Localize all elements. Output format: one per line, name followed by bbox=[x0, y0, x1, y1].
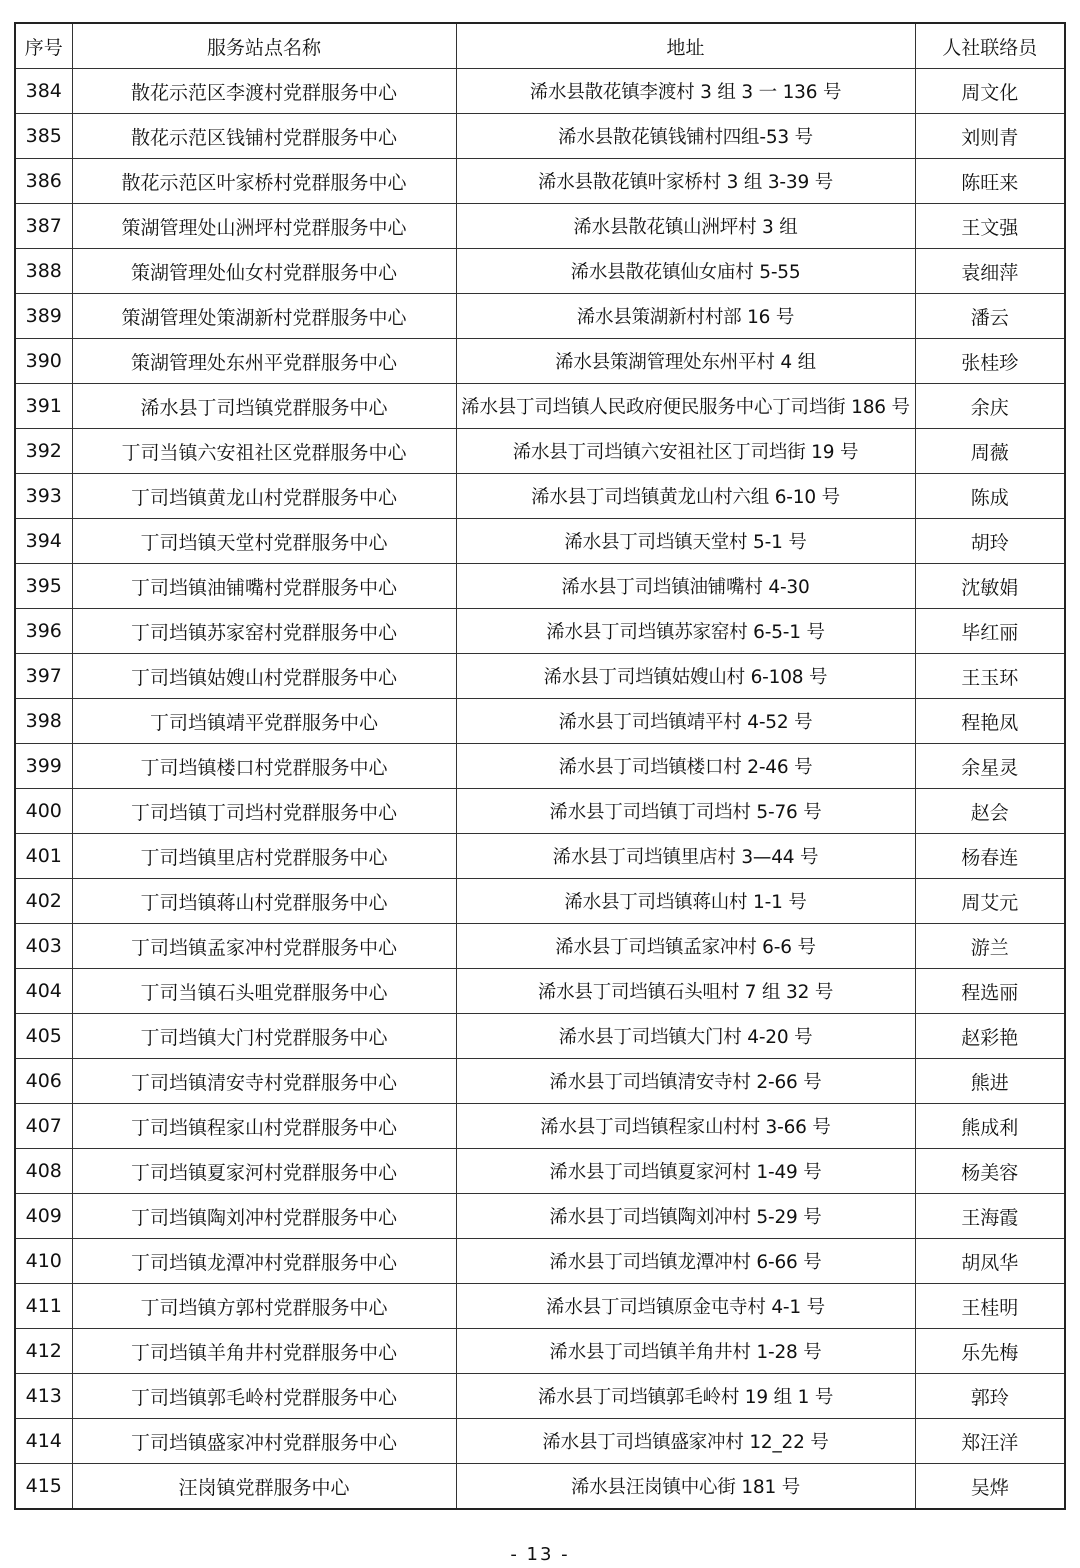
header-index: 序号 bbox=[15, 23, 72, 69]
row-index: 403 bbox=[15, 924, 72, 969]
row-index: 411 bbox=[15, 1284, 72, 1329]
row-index: 410 bbox=[15, 1239, 72, 1284]
row-index: 404 bbox=[15, 969, 72, 1014]
row-index: 392 bbox=[15, 429, 72, 474]
station-name: 丁司垱镇楼口村党群服务中心 bbox=[72, 744, 456, 789]
station-name: 散花示范区李渡村党群服务中心 bbox=[72, 69, 456, 114]
row-index: 386 bbox=[15, 159, 72, 204]
station-name: 丁司垱镇油铺嘴村党群服务中心 bbox=[72, 564, 456, 609]
address: 浠水县丁司垱镇天堂村 5-1 号 bbox=[456, 519, 915, 564]
liaison: 郑汪洋 bbox=[915, 1419, 1065, 1464]
address: 浠水县丁司垱镇陶刘冲村 5-29 号 bbox=[456, 1194, 915, 1239]
row-index: 400 bbox=[15, 789, 72, 834]
address: 浠水县丁司垱镇夏家河村 1-49 号 bbox=[456, 1149, 915, 1194]
table-header-row bbox=[15, 23, 1065, 69]
station-name: 丁司垱镇姑嫂山村党群服务中心 bbox=[72, 654, 456, 699]
row-index: 391 bbox=[15, 384, 72, 429]
station-name: 丁司垱镇羊角井村党群服务中心 bbox=[72, 1329, 456, 1374]
table-row bbox=[15, 969, 1065, 1014]
table-row bbox=[15, 159, 1065, 204]
header-liaison: 人社联络员 bbox=[915, 23, 1065, 69]
address: 浠水县丁司垱镇程家山村村 3-66 号 bbox=[456, 1104, 915, 1149]
liaison: 杨美容 bbox=[915, 1149, 1065, 1194]
row-index: 388 bbox=[15, 249, 72, 294]
liaison: 程艳凤 bbox=[915, 699, 1065, 744]
liaison: 王文强 bbox=[915, 204, 1065, 249]
liaison: 游兰 bbox=[915, 924, 1065, 969]
station-name: 丁司垱镇苏家窑村党群服务中心 bbox=[72, 609, 456, 654]
table-row bbox=[15, 1014, 1065, 1059]
liaison: 余星灵 bbox=[915, 744, 1065, 789]
station-name: 散花示范区钱铺村党群服务中心 bbox=[72, 114, 456, 159]
table-row bbox=[15, 1329, 1065, 1374]
address: 浠水县丁司垱镇人民政府便民服务中心丁司垱街 186 号 bbox=[456, 384, 915, 429]
row-index: 397 bbox=[15, 654, 72, 699]
liaison: 胡凤华 bbox=[915, 1239, 1065, 1284]
table-row bbox=[15, 384, 1065, 429]
station-name: 丁司垱镇清安寺村党群服务中心 bbox=[72, 1059, 456, 1104]
station-name: 汪岗镇党群服务中心 bbox=[72, 1464, 456, 1510]
liaison: 沈敏娟 bbox=[915, 564, 1065, 609]
station-name: 散花示范区叶家桥村党群服务中心 bbox=[72, 159, 456, 204]
address: 浠水县丁司垱镇清安寺村 2-66 号 bbox=[456, 1059, 915, 1104]
address: 浠水县丁司垱镇楼口村 2-46 号 bbox=[456, 744, 915, 789]
station-name: 丁司当镇六安祖社区党群服务中心 bbox=[72, 429, 456, 474]
header-station-name: 服务站点名称 bbox=[72, 23, 456, 69]
liaison: 乐先梅 bbox=[915, 1329, 1065, 1374]
address: 浠水县丁司垱镇龙潭冲村 6-66 号 bbox=[456, 1239, 915, 1284]
row-index: 393 bbox=[15, 474, 72, 519]
row-index: 387 bbox=[15, 204, 72, 249]
table-row bbox=[15, 879, 1065, 924]
station-name: 丁司垱镇孟家冲村党群服务中心 bbox=[72, 924, 456, 969]
station-name: 丁司当镇石头咀党群服务中心 bbox=[72, 969, 456, 1014]
table-row bbox=[15, 1104, 1065, 1149]
station-name: 丁司垱镇丁司垱村党群服务中心 bbox=[72, 789, 456, 834]
row-index: 384 bbox=[15, 69, 72, 114]
row-index: 389 bbox=[15, 294, 72, 339]
table-row bbox=[15, 1194, 1065, 1239]
station-name: 丁司垱镇程家山村党群服务中心 bbox=[72, 1104, 456, 1149]
table-row bbox=[15, 564, 1065, 609]
station-name: 丁司垱镇蒋山村党群服务中心 bbox=[72, 879, 456, 924]
table-row bbox=[15, 1374, 1065, 1419]
station-name: 丁司垱镇大门村党群服务中心 bbox=[72, 1014, 456, 1059]
station-name: 丁司垱镇里店村党群服务中心 bbox=[72, 834, 456, 879]
liaison: 王玉环 bbox=[915, 654, 1065, 699]
header-address: 地址 bbox=[456, 23, 915, 69]
address: 浠水县丁司垱镇里店村 3—44 号 bbox=[456, 834, 915, 879]
table-row bbox=[15, 1284, 1065, 1329]
row-index: 395 bbox=[15, 564, 72, 609]
address: 浠水县丁司垱镇孟家冲村 6-6 号 bbox=[456, 924, 915, 969]
table-row bbox=[15, 114, 1065, 159]
liaison: 陈成 bbox=[915, 474, 1065, 519]
row-index: 399 bbox=[15, 744, 72, 789]
row-index: 406 bbox=[15, 1059, 72, 1104]
table-row bbox=[15, 924, 1065, 969]
address: 浠水县丁司垱镇姑嫂山村 6-108 号 bbox=[456, 654, 915, 699]
liaison: 王海霞 bbox=[915, 1194, 1065, 1239]
table-row bbox=[15, 429, 1065, 474]
table-row bbox=[15, 519, 1065, 564]
liaison: 熊进 bbox=[915, 1059, 1065, 1104]
address: 浠水县丁司垱镇黄龙山村六组 6-10 号 bbox=[456, 474, 915, 519]
address: 浠水县丁司垱镇石头咀村 7 组 32 号 bbox=[456, 969, 915, 1014]
address: 浠水县丁司垱镇油铺嘴村 4-30 bbox=[456, 564, 915, 609]
row-index: 390 bbox=[15, 339, 72, 384]
liaison: 陈旺来 bbox=[915, 159, 1065, 204]
liaison: 王桂明 bbox=[915, 1284, 1065, 1329]
address: 浠水县丁司垱镇苏家窑村 6-5-1 号 bbox=[456, 609, 915, 654]
row-index: 396 bbox=[15, 609, 72, 654]
row-index: 413 bbox=[15, 1374, 72, 1419]
station-name: 丁司垱镇夏家河村党群服务中心 bbox=[72, 1149, 456, 1194]
row-index: 415 bbox=[15, 1464, 72, 1510]
service-station-table bbox=[14, 22, 1066, 1510]
table-row bbox=[15, 834, 1065, 879]
liaison: 熊成利 bbox=[915, 1104, 1065, 1149]
row-index: 398 bbox=[15, 699, 72, 744]
station-name: 浠水县丁司垱镇党群服务中心 bbox=[72, 384, 456, 429]
table-body bbox=[15, 69, 1065, 1510]
row-index: 405 bbox=[15, 1014, 72, 1059]
liaison: 刘则青 bbox=[915, 114, 1065, 159]
address: 浠水县丁司垱镇盛家冲村 12_22 号 bbox=[456, 1419, 915, 1464]
table-row bbox=[15, 699, 1065, 744]
table-row bbox=[15, 1239, 1065, 1284]
address: 浠水县丁司垱镇郭毛岭村 19 组 1 号 bbox=[456, 1374, 915, 1419]
station-name: 策湖管理处仙女村党群服务中心 bbox=[72, 249, 456, 294]
row-index: 412 bbox=[15, 1329, 72, 1374]
liaison: 周艾元 bbox=[915, 879, 1065, 924]
table-row bbox=[15, 1059, 1065, 1104]
table-row bbox=[15, 474, 1065, 519]
row-index: 394 bbox=[15, 519, 72, 564]
table-row bbox=[15, 249, 1065, 294]
row-index: 401 bbox=[15, 834, 72, 879]
liaison: 周薇 bbox=[915, 429, 1065, 474]
liaison: 张桂珍 bbox=[915, 339, 1065, 384]
table-row bbox=[15, 294, 1065, 339]
address: 浠水县策湖新村村部 16 号 bbox=[456, 294, 915, 339]
table-row bbox=[15, 1419, 1065, 1464]
document-page bbox=[14, 22, 1064, 1510]
table-row bbox=[15, 1149, 1065, 1194]
station-name: 丁司垱镇靖平党群服务中心 bbox=[72, 699, 456, 744]
table-row bbox=[15, 69, 1065, 114]
address: 浠水县散花镇叶家桥村 3 组 3-39 号 bbox=[456, 159, 915, 204]
table-row bbox=[15, 744, 1065, 789]
address: 浠水县丁司垱镇蒋山村 1-1 号 bbox=[456, 879, 915, 924]
address: 浠水县散花镇仙女庙村 5-55 bbox=[456, 249, 915, 294]
table-row bbox=[15, 609, 1065, 654]
table-row bbox=[15, 1464, 1065, 1510]
table-row bbox=[15, 789, 1065, 834]
address: 浠水县丁司垱镇原金屯寺村 4-1 号 bbox=[456, 1284, 915, 1329]
row-index: 408 bbox=[15, 1149, 72, 1194]
row-index: 385 bbox=[15, 114, 72, 159]
station-name: 丁司垱镇龙潭冲村党群服务中心 bbox=[72, 1239, 456, 1284]
liaison: 余庆 bbox=[915, 384, 1065, 429]
station-name: 丁司垱镇黄龙山村党群服务中心 bbox=[72, 474, 456, 519]
liaison: 胡玲 bbox=[915, 519, 1065, 564]
address: 浠水县汪岗镇中心街 181 号 bbox=[456, 1464, 915, 1510]
liaison: 吴烨 bbox=[915, 1464, 1065, 1510]
station-name: 策湖管理处策湖新村党群服务中心 bbox=[72, 294, 456, 339]
address: 浠水县散花镇山洲坪村 3 组 bbox=[456, 204, 915, 249]
liaison: 毕红丽 bbox=[915, 609, 1065, 654]
address: 浠水县散花镇钱铺村四组-53 号 bbox=[456, 114, 915, 159]
liaison: 杨春连 bbox=[915, 834, 1065, 879]
liaison: 程选丽 bbox=[915, 969, 1065, 1014]
address: 浠水县丁司垱镇六安祖社区丁司垱街 19 号 bbox=[456, 429, 915, 474]
liaison: 赵会 bbox=[915, 789, 1065, 834]
address: 浠水县策湖管理处东州平村 4 组 bbox=[456, 339, 915, 384]
address: 浠水县丁司垱镇羊角井村 1-28 号 bbox=[456, 1329, 915, 1374]
liaison: 赵彩艳 bbox=[915, 1014, 1065, 1059]
table-row bbox=[15, 204, 1065, 249]
liaison: 周文化 bbox=[915, 69, 1065, 114]
liaison: 袁细萍 bbox=[915, 249, 1065, 294]
liaison: 郭玲 bbox=[915, 1374, 1065, 1419]
row-index: 409 bbox=[15, 1194, 72, 1239]
address: 浠水县丁司垱镇大门村 4-20 号 bbox=[456, 1014, 915, 1059]
row-index: 414 bbox=[15, 1419, 72, 1464]
address: 浠水县散花镇李渡村 3 组 3 一 136 号 bbox=[456, 69, 915, 114]
table-row bbox=[15, 654, 1065, 699]
table-row bbox=[15, 339, 1065, 384]
page-number: - 13 - bbox=[510, 1544, 570, 1565]
station-name: 丁司垱镇方郭村党群服务中心 bbox=[72, 1284, 456, 1329]
station-name: 丁司垱镇盛家冲村党群服务中心 bbox=[72, 1419, 456, 1464]
address: 浠水县丁司垱镇靖平村 4-52 号 bbox=[456, 699, 915, 744]
liaison: 潘云 bbox=[915, 294, 1065, 339]
station-name: 策湖管理处东州平党群服务中心 bbox=[72, 339, 456, 384]
station-name: 丁司垱镇陶刘冲村党群服务中心 bbox=[72, 1194, 456, 1239]
station-name: 丁司垱镇郭毛岭村党群服务中心 bbox=[72, 1374, 456, 1419]
row-index: 407 bbox=[15, 1104, 72, 1149]
address: 浠水县丁司垱镇丁司垱村 5-76 号 bbox=[456, 789, 915, 834]
row-index: 402 bbox=[15, 879, 72, 924]
station-name: 策湖管理处山洲坪村党群服务中心 bbox=[72, 204, 456, 249]
station-name: 丁司垱镇天堂村党群服务中心 bbox=[72, 519, 456, 564]
